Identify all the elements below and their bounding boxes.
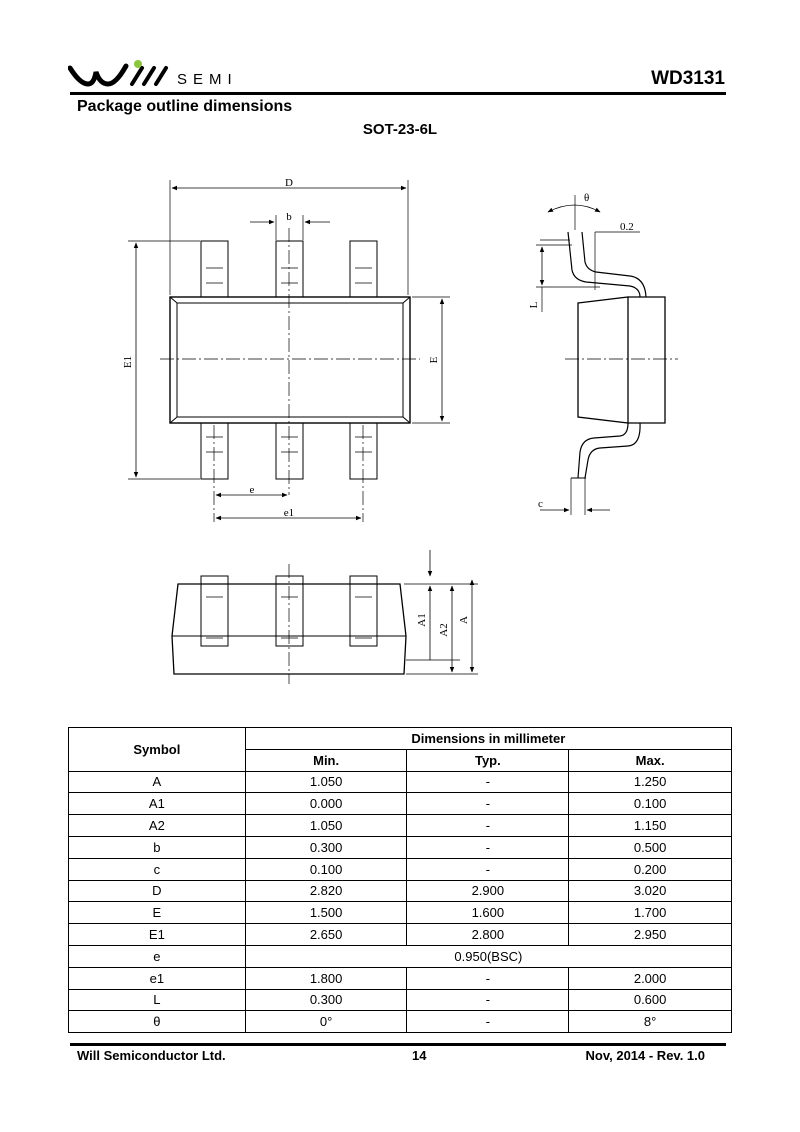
dim-label-b: b (286, 211, 292, 223)
dimensions-group-header: Dimensions in millimeter (245, 728, 731, 750)
symbol-header: Symbol (69, 728, 246, 772)
max-header: Max. (569, 749, 732, 771)
table-row: e1 1.800 - 2.000 (69, 967, 732, 989)
table-row: L 0.300 - 0.600 (69, 989, 732, 1011)
typ-header: Typ. (407, 749, 569, 771)
dim-label-D: D (285, 177, 293, 189)
dim-label-c: c (538, 498, 543, 510)
brand-wordmark: SEMI (177, 71, 238, 88)
table-row: A 1.050 - 1.250 (69, 771, 732, 793)
dim-label-theta: θ (584, 192, 590, 204)
dim-label-E1: E1 (122, 355, 134, 369)
footer-revision: Nov, 2014 - Rev. 1.0 (585, 1048, 705, 1063)
dim-label-lead-gap: 0.2 (620, 221, 634, 233)
part-number: WD3131 (651, 68, 725, 89)
section-title: Package outline dimensions (77, 98, 293, 115)
table-row: θ 0° - 8° (69, 1011, 732, 1033)
footer-company: Will Semiconductor Ltd. (77, 1048, 226, 1063)
table-row: A2 1.050 - 1.150 (69, 815, 732, 837)
footer-rule (70, 1043, 726, 1046)
dim-label-A: A (458, 616, 470, 624)
dim-label-e: e (249, 484, 255, 496)
dim-label-e1: e1 (283, 507, 295, 519)
table-row: E 1.500 1.600 1.700 (69, 902, 732, 924)
dim-label-L: L (528, 301, 540, 309)
table-row: D 2.820 2.900 3.020 (69, 880, 732, 902)
dimensions-table (68, 727, 732, 1033)
table-row: c 0.100 - 0.200 (69, 858, 732, 880)
dim-label-A1: A1 (416, 613, 428, 627)
min-header: Min. (245, 749, 407, 771)
package-title: SOT-23-6L (362, 121, 438, 138)
table-row: b 0.300 - 0.500 (69, 836, 732, 858)
table-row: e 0.950(BSC) (69, 945, 732, 967)
dim-label-A2: A2 (438, 623, 450, 637)
dim-label-E: E (428, 356, 440, 364)
table-row: A1 0.000 - 0.100 (69, 793, 732, 815)
footer-page-number: 14 (412, 1048, 427, 1063)
table-row: E1 2.650 2.800 2.950 (69, 924, 732, 946)
